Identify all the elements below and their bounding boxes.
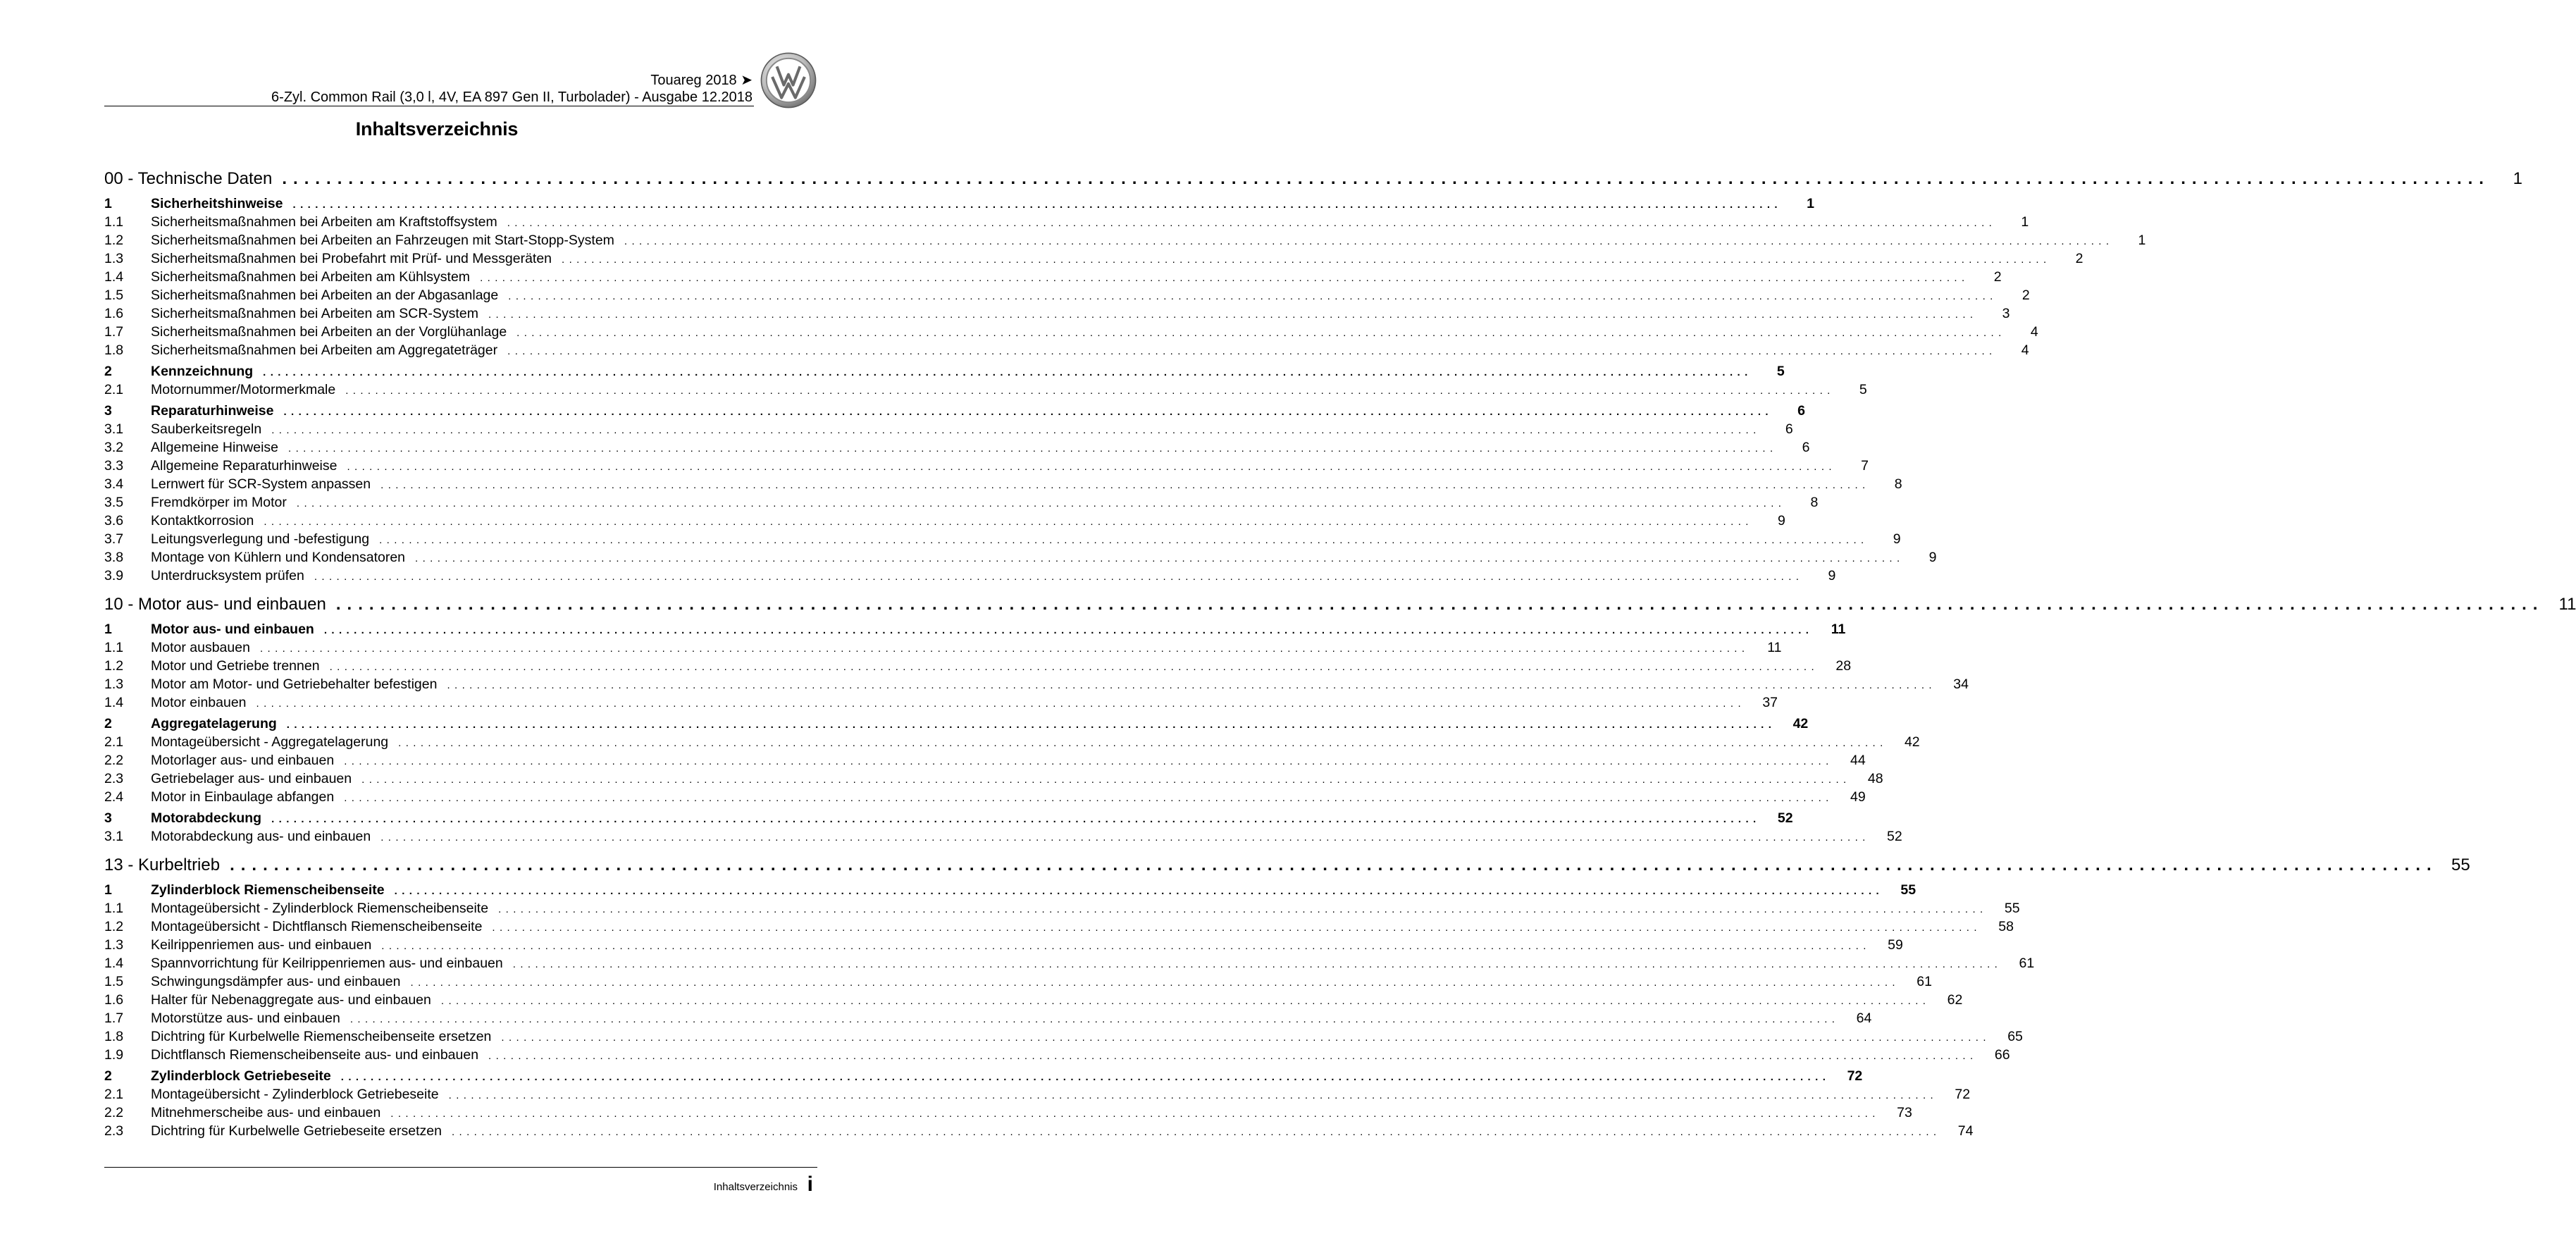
toc-subsection[interactable] [104, 753, 1866, 771]
toc-page-number: 34 [1953, 676, 1969, 692]
toc-leader-dots: ........................................................................................................................................................................................................ [512, 958, 2002, 970]
toc-number: 3.4 [104, 476, 124, 492]
toc-page-number: 2 [2075, 251, 2083, 266]
toc-title: Kontaktkorrosion [151, 513, 254, 529]
toc-subsection[interactable] [104, 214, 2029, 233]
toc-number: 1.8 [104, 1029, 124, 1044]
toc-number: 1.3 [104, 251, 124, 266]
toc-title: Motor einbauen [151, 695, 247, 710]
toc-page-number: 61 [1916, 974, 1932, 989]
toc-leader-dots: ........................................................................................................................................................................................................ [256, 698, 1746, 710]
header-subtitle: 6-Zyl. Common Rail (3,0 l, 4V, EA 897 Gen II, Turbolader) - Ausgabe 12.2018 [271, 89, 753, 105]
toc-title: Sicherheitsmaßnahmen bei Arbeiten am SCR-System [151, 306, 478, 321]
toc-page-number: 55 [2004, 901, 2020, 916]
toc-leader-dots: ........................................................................................................................................................................................................ [283, 406, 1773, 418]
toc-page-number: 59 [1888, 937, 1903, 953]
toc-subsection[interactable] [104, 513, 1785, 531]
toc-section[interactable] [104, 810, 1793, 829]
toc-subsection[interactable] [104, 937, 1903, 956]
toc-leader-dots: ........................................................................................................................................................................................................ [347, 461, 1836, 473]
toc-leader-dots: ........................................................................................................................................................................................................ [259, 643, 1750, 655]
toc-subsection[interactable] [104, 676, 1969, 695]
toc-title: Lernwert für SCR-System anpassen [151, 476, 371, 492]
toc-leader-dots: ........................................................................................................................................................................................................ [264, 516, 1753, 528]
toc-subsection[interactable] [104, 789, 1866, 808]
toc-page-number: 5 [1776, 364, 1785, 379]
toc-leader-dots: ........................................................................................................................................................................................................ [507, 217, 1997, 229]
toc-page-number: 4 [2021, 342, 2029, 358]
toc-page-number: 61 [2019, 956, 2035, 971]
toc-subsection[interactable] [104, 658, 1852, 676]
toc-leader-dots: ........................................................................................................................................................................................................ [271, 424, 1761, 436]
toc-subsection[interactable] [104, 382, 1867, 400]
toc-leader-dots: ........................................................................................................................................................................................................ [263, 366, 1752, 378]
toc-leader-dots: ........................................................................................................................................................................................................ [345, 385, 1835, 397]
toc-subsection[interactable] [104, 1123, 1974, 1142]
toc-page-number: 72 [1955, 1087, 1971, 1102]
toc-leader-dots: ........................................................................................................................................................................................................ [344, 792, 1833, 804]
toc-number: 1.1 [104, 640, 124, 655]
toc-subsection[interactable] [104, 1011, 1872, 1029]
toc-title: Getriebelager aus- und einbauen [151, 771, 352, 786]
toc-number: 3 [104, 810, 112, 826]
toc-title: Unterdrucksystem prüfen [151, 568, 304, 583]
toc-subsection[interactable] [104, 550, 1937, 568]
toc-title: Dichtring für Kurbelwelle Riemenscheibenseite ersetzen [151, 1029, 492, 1044]
toc-subsection[interactable] [104, 233, 2146, 251]
toc-page-number: 66 [1994, 1047, 2010, 1063]
toc-number: 1.6 [104, 306, 124, 321]
toc-page-number: 65 [2007, 1029, 2023, 1044]
toc-number: 2 [104, 716, 112, 731]
toc-subsection[interactable] [104, 476, 1902, 495]
toc-title: Motor ausbauen [151, 640, 250, 655]
toc-title: Keilrippenriemen aus- und einbauen [151, 937, 372, 953]
toc-section[interactable] [104, 364, 1785, 382]
toc-page-number: 28 [1835, 658, 1852, 674]
toc-leader-dots: ........................................................................................................................................................................................................ [335, 595, 2544, 614]
toc-title: Motor aus- und einbauen [151, 622, 314, 637]
toc-number: 3.6 [104, 513, 124, 529]
toc-leader-dots: ........................................................................................................................................................................................................ [340, 1071, 1831, 1083]
toc-number: 2.1 [104, 1087, 124, 1102]
toc-section[interactable] [104, 1068, 1863, 1087]
toc-section[interactable] [104, 622, 1846, 640]
toc-title: Sicherheitsmaßnahmen bei Probefahrt mit Prüf- und Messgeräten [151, 251, 552, 266]
toc-number: 2.4 [104, 789, 124, 805]
toc-number: 1.4 [104, 695, 124, 710]
toc-number: 2.2 [104, 753, 124, 768]
toc-page-number: 58 [1998, 919, 2014, 934]
toc-number: 1.4 [104, 956, 124, 971]
toc-subsection[interactable] [104, 495, 1819, 513]
toc-section[interactable] [104, 882, 1916, 901]
toc-title: Motor und Getriebe trennen [151, 658, 320, 674]
toc-subsection[interactable] [104, 901, 2020, 919]
toc-page-number: 64 [1856, 1011, 1872, 1026]
toc-subsection[interactable] [104, 342, 2029, 361]
toc-number: 3.2 [104, 440, 124, 455]
toc-title: Dichtflansch Riemenscheibenseite aus- und einbauen [151, 1047, 479, 1063]
toc-subsection[interactable] [104, 919, 2014, 937]
toc-title: Sicherheitshinweise [151, 196, 283, 211]
toc-subsection[interactable] [104, 829, 1902, 847]
toc-chapter[interactable] [104, 169, 2522, 194]
toc-page-number: 37 [1762, 695, 1778, 710]
toc-page-number: 2 [2021, 288, 2030, 303]
toc-number: 2.1 [104, 734, 124, 750]
toc-page-number: 9 [1828, 568, 1836, 583]
toc-title: Aggregatelagerung [151, 716, 277, 731]
toc-page-number: 42 [1792, 716, 1809, 731]
toc-page-number: 42 [1904, 734, 1920, 750]
toc-leader-dots: ........................................................................................................................................................................................................ [501, 1032, 1990, 1044]
toc-number: 1.9 [104, 1047, 124, 1063]
toc-subsection[interactable] [104, 251, 2083, 269]
toc-leader-dots: ........................................................................................................................................................................................................ [480, 272, 1969, 284]
toc-number: 1.7 [104, 324, 124, 340]
toc-page-number: 11 [2558, 595, 2576, 614]
toc-subsection[interactable] [104, 440, 1810, 458]
toc-subsection[interactable] [104, 771, 1883, 789]
toc-section[interactable] [104, 716, 1809, 734]
toc-leader-dots: ........................................................................................................................................................................................................ [361, 774, 1851, 786]
toc-title: Motor in Einbaulage abfangen [151, 789, 335, 805]
toc-page-number: 55 [2451, 855, 2470, 875]
toc-title: Motorabdeckung aus- und einbauen [151, 829, 371, 844]
toc-page-number: 49 [1850, 789, 1866, 805]
toc-page-number: 74 [1957, 1123, 1974, 1139]
toc-leader-dots: ........................................................................................................................................................................................................ [380, 832, 1870, 843]
toc-subsection[interactable] [104, 458, 1869, 476]
toc-number: 1.5 [104, 288, 124, 303]
toc-title: Zylinderblock Riemenscheibenseite [151, 882, 385, 898]
toc-page-number: 9 [1928, 550, 1937, 565]
toc-leader-dots: ........................................................................................................................................................................................................ [415, 552, 1905, 564]
toc-title: Allgemeine Reparaturhinweise [151, 458, 338, 474]
toc-number: 3 [104, 403, 112, 419]
toc-title: Sicherheitsmaßnahmen bei Arbeiten an der Abgasanlage [151, 288, 499, 303]
toc-section[interactable] [104, 403, 1805, 421]
toc-leader-dots: ........................................................................................................................................................................................................ [507, 345, 1997, 357]
toc-leader-dots: ........................................................................................................................................................................................................ [498, 903, 1988, 915]
toc-number: 1.3 [104, 676, 124, 692]
toc-subsection[interactable] [104, 640, 1782, 658]
toc-leader-dots: ........................................................................................................................................................................................................ [448, 1089, 1938, 1101]
toc-title: Sauberkeitsregeln [151, 421, 262, 437]
toc-number: 3.8 [104, 550, 124, 565]
toc-number: 2 [104, 1068, 112, 1084]
toc-leader-dots: ........................................................................................................................................................................................................ [230, 855, 2438, 875]
toc-number: 3.1 [104, 829, 124, 844]
toc-number: 3.3 [104, 458, 124, 474]
toc-title: Montageübersicht - Dichtflansch Riemenscheibenseite [151, 919, 483, 934]
toc-page-number: 4 [2030, 324, 2038, 340]
footer-divider [104, 1167, 817, 1168]
footer-page-number: i [807, 1173, 813, 1196]
toc-page-number: 6 [1785, 421, 1793, 437]
page-header [104, 68, 753, 104]
toc-page-number: 2 [1993, 269, 2002, 285]
toc-number: 1.3 [104, 937, 124, 953]
toc-page-number: 6 [1802, 440, 1810, 455]
toc-leader-dots: ........................................................................................................................................................................................................ [488, 309, 1978, 321]
toc-page-number: 9 [1777, 513, 1785, 529]
toc-leader-dots: ........................................................................................................................................................................................................ [508, 290, 1998, 302]
toc-title: Sicherheitsmaßnahmen bei Arbeiten am Aggregateträger [151, 342, 498, 358]
toc-chapter[interactable] [104, 595, 2576, 620]
toc-page-number: 1 [1807, 196, 1814, 211]
header-model: Touareg 2018 ➤ [650, 73, 753, 88]
toc-title: Motor am Motor- und Getriebehalter befestigen [151, 676, 438, 692]
toc-leader-dots: ........................................................................................................................................................................................................ [398, 737, 1888, 749]
toc-page-number: 3 [2002, 306, 2010, 321]
toc-title: Sicherheitsmaßnahmen bei Arbeiten am Kraftstoffsystem [151, 214, 497, 230]
toc-title: Sicherheitsmaßnahmen bei Arbeiten an der Vorglühanlage [151, 324, 507, 340]
toc-title: 00 - Technische Daten [104, 169, 273, 188]
toc-title: Halter für Nebenaggregate aus- und einbauen [151, 992, 431, 1008]
toc-title: Montage von Kühlern und Kondensatoren [151, 550, 406, 565]
toc-leader-dots: ........................................................................................................................................................................................................ [323, 624, 1814, 636]
toc-title: Kennzeichnung [151, 364, 254, 379]
toc-title: Schwingungsdämpfer aus- und einbauen [151, 974, 401, 989]
toc-number: 3.1 [104, 421, 124, 437]
toc-page-number: 48 [1867, 771, 1883, 786]
toc-subsection[interactable] [104, 1047, 2010, 1065]
toc-number: 1.4 [104, 269, 124, 285]
toc-title: Motorabdeckung [151, 810, 262, 826]
toc-leader-dots: ........................................................................................................................................................................................................ [271, 813, 1761, 825]
toc-number: 1.7 [104, 1011, 124, 1026]
toc-page-number: 9 [1893, 531, 1901, 547]
toc-leader-dots: ........................................................................................................................................................................................................ [380, 479, 1870, 491]
toc-leader-dots: ........................................................................................................................................................................................................ [344, 755, 1833, 767]
toc-number: 1.5 [104, 974, 124, 989]
toc-title: Sicherheitsmaßnahmen bei Arbeiten an Fahrzeugen mit Start-Stopp-System [151, 233, 614, 248]
toc-subsection[interactable] [104, 974, 1932, 992]
toc-page-number: 1 [2021, 214, 2029, 230]
toc-page-number: 8 [1894, 476, 1902, 492]
toc-page-number: 73 [1897, 1105, 1912, 1120]
toc-number: 1.2 [104, 919, 124, 934]
toc-title: Motorstütze aus- und einbauen [151, 1011, 340, 1026]
toc-number: 1.2 [104, 233, 124, 248]
toc-leader-dots: ........................................................................................................................................................................................................ [282, 169, 2490, 188]
toc-leader-dots: ........................................................................................................................................................................................................ [349, 1013, 1840, 1025]
toc-subsection[interactable] [104, 568, 1836, 586]
footer-label: Inhaltsverzeichnis [713, 1181, 798, 1193]
toc-number: 1 [104, 882, 112, 898]
toc-number: 1 [104, 622, 112, 637]
toc-page-number: 1 [2138, 233, 2146, 248]
toc-number: 1 [104, 196, 112, 211]
toc-title: Zylinderblock Getriebeseite [151, 1068, 331, 1084]
toc-leader-dots: ........................................................................................................................................................................................................ [390, 1108, 1880, 1120]
toc-title: Dichtring für Kurbelwelle Getriebeseite ersetzen [151, 1123, 442, 1139]
toc-leader-dots: ........................................................................................................................................................................................................ [562, 254, 2051, 266]
vw-logo-icon [760, 51, 817, 109]
toc-leader-dots: ........................................................................................................................................................................................................ [410, 977, 1900, 989]
toc-page-number: 7 [1861, 458, 1869, 474]
toc-title: Sicherheitsmaßnahmen bei Arbeiten am Kühlsystem [151, 269, 471, 285]
toc-subsection[interactable] [104, 306, 2010, 324]
toc-page-number: 44 [1850, 753, 1866, 768]
toc-number: 3.7 [104, 531, 124, 547]
toc-page-number: 72 [1847, 1068, 1863, 1084]
toc-subsection[interactable] [104, 1105, 1912, 1123]
toc-number: 1.8 [104, 342, 124, 358]
toc-title: Montageübersicht - Zylinderblock Riemenscheibenseite [151, 901, 489, 916]
toc-page-number: 11 [1767, 640, 1782, 655]
toc-number: 1.1 [104, 901, 124, 916]
toc-leader-dots: ........................................................................................................................................................................................................ [447, 679, 1936, 691]
toc-number: 2.2 [104, 1105, 124, 1120]
toc-page-number: 8 [1810, 495, 1819, 510]
toc-leader-dots: ........................................................................................................................................................................................................ [314, 571, 1804, 583]
toc-number: 2.3 [104, 1123, 124, 1139]
toc-number: 1.1 [104, 214, 124, 230]
document-title: Inhaltsverzeichnis [355, 118, 519, 140]
toc-page-number: 52 [1777, 810, 1793, 826]
toc-number: 1.2 [104, 658, 124, 674]
toc-title: Motornummer/Motormerkmale [151, 382, 336, 397]
toc-subsection[interactable] [104, 421, 1793, 440]
toc-leader-dots: ........................................................................................................................................................................................................ [492, 922, 1981, 934]
toc-leader-dots: ........................................................................................................................................................................................................ [488, 1050, 1978, 1062]
toc-number: 2 [104, 364, 112, 379]
toc-page-number: 11 [1831, 622, 1846, 637]
toc-leader-dots: ........................................................................................................................................................................................................ [286, 719, 1776, 731]
toc-title: Motorlager aus- und einbauen [151, 753, 335, 768]
toc-page-number: 1 [2513, 169, 2522, 188]
toc-leader-dots: ........................................................................................................................................................................................................ [288, 443, 1778, 455]
toc-leader-dots: ........................................................................................................................................................................................................ [381, 940, 1871, 952]
toc-subsection[interactable] [104, 695, 1778, 713]
toc-leader-dots: ........................................................................................................................................................................................................ [329, 661, 1819, 673]
toc-subsection[interactable] [104, 269, 2002, 288]
toc-title: Montageübersicht - Aggregatelagerung [151, 734, 389, 750]
toc-leader-dots: ........................................................................................................................................................................................................ [451, 1126, 1941, 1138]
toc-page-number: 62 [1947, 992, 1963, 1008]
toc-page-number: 55 [1900, 882, 1916, 898]
toc-chapter[interactable] [104, 855, 2470, 881]
toc-subsection[interactable] [104, 531, 1901, 550]
toc-number: 2.3 [104, 771, 124, 786]
toc-title: 10 - Motor aus- und einbauen [104, 595, 326, 614]
toc-page-number: 6 [1797, 403, 1805, 419]
toc-leader-dots: ........................................................................................................................................................................................................ [394, 885, 1884, 897]
toc-page-number: 52 [1887, 829, 1902, 844]
toc-leader-dots: ........................................................................................................................................................................................................ [624, 235, 2114, 247]
toc-title: Reparaturhinweise [151, 403, 274, 419]
toc-subsection[interactable] [104, 1029, 2023, 1047]
toc-subsection[interactable] [104, 956, 2035, 974]
toc-subsection[interactable] [104, 992, 1963, 1011]
toc-page-number: 5 [1859, 382, 1867, 397]
toc-subsection[interactable] [104, 1087, 1971, 1105]
toc-leader-dots: ........................................................................................................................................................................................................ [516, 327, 2006, 339]
toc-number: 1.6 [104, 992, 124, 1008]
toc-number: 2.1 [104, 382, 124, 397]
toc-leader-dots: ........................................................................................................................................................................................................ [379, 534, 1869, 546]
toc-subsection[interactable] [104, 734, 1920, 753]
toc-number: 3.5 [104, 495, 124, 510]
toc-subsection[interactable] [104, 288, 2030, 306]
toc-title: Leitungsverlegung und -befestigung [151, 531, 370, 547]
toc-section[interactable] [104, 196, 1814, 214]
toc-number: 3.9 [104, 568, 124, 583]
toc-subsection[interactable] [104, 324, 2038, 342]
toc-leader-dots: ........................................................................................................................................................................................................ [440, 995, 1931, 1007]
toc-leader-dots: ........................................................................................................................................................................................................ [292, 199, 1782, 211]
toc-title: Montageübersicht - Zylinderblock Getriebeseite [151, 1087, 439, 1102]
toc-title: Spannvorrichtung für Keilrippenriemen aus- und einbauen [151, 956, 503, 971]
toc-leader-dots: ........................................................................................................................................................................................................ [296, 498, 1786, 509]
toc-title: Fremdkörper im Motor [151, 495, 287, 510]
toc-title: Allgemeine Hinweise [151, 440, 279, 455]
toc-title: 13 - Kurbeltrieb [104, 855, 221, 875]
toc-title: Mitnehmerscheibe aus- und einbauen [151, 1105, 381, 1120]
